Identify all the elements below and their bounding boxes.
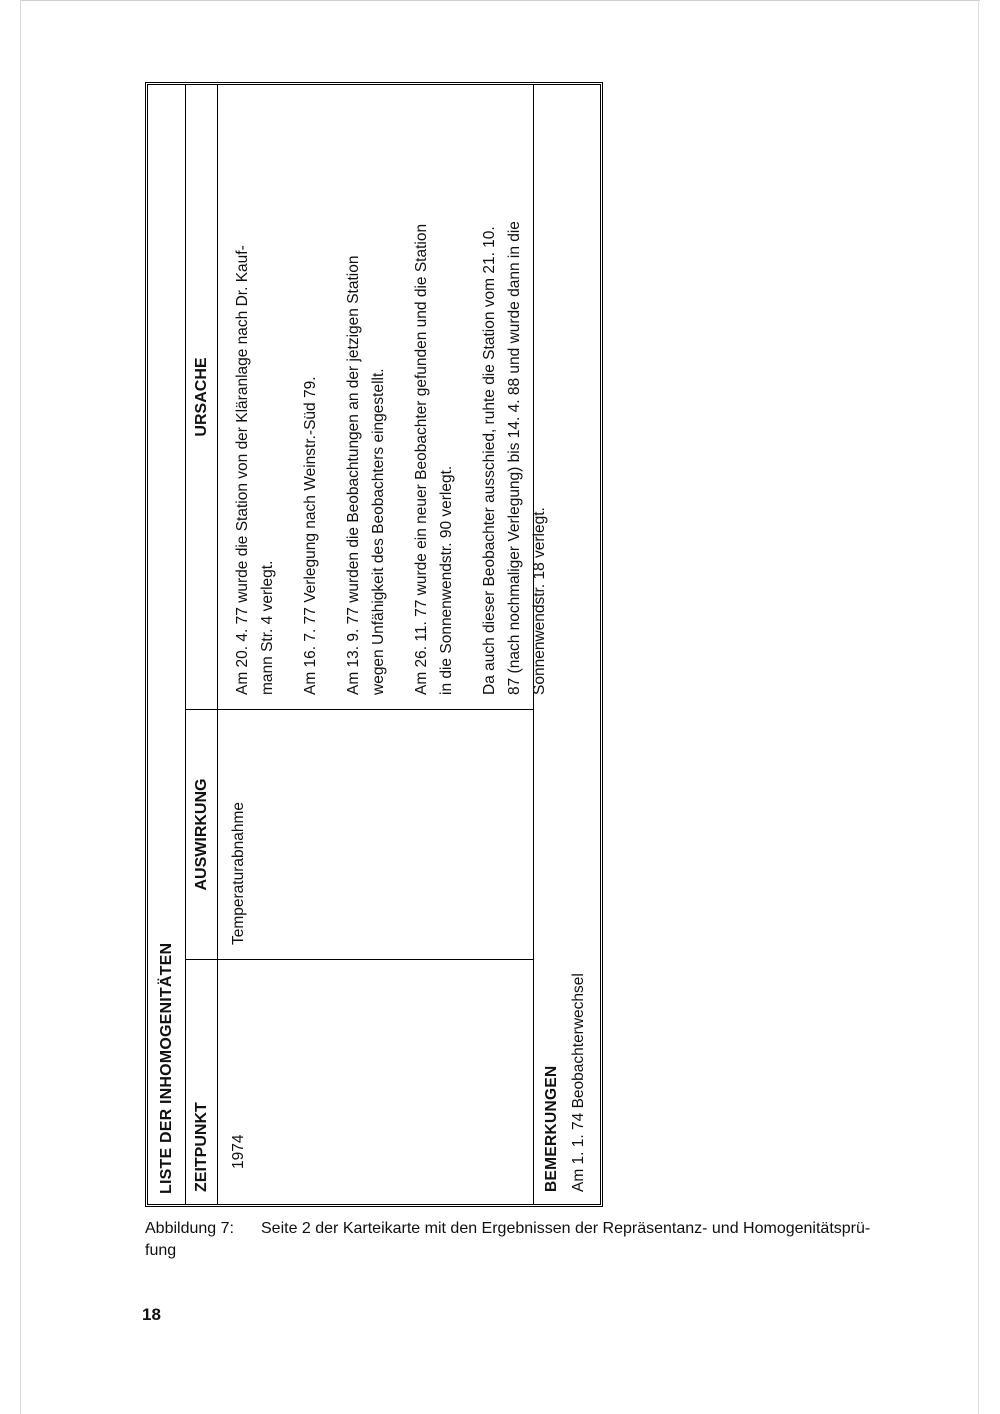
cell-zeitpunkt: 1974 [218,959,533,1204]
cause-5-line-1: Da auch dieser Beobachter ausschied, ruhte die Station vom 21. 10. [481,226,498,695]
remarks-label: BEMERKUNGEN [543,1065,560,1192]
figure-caption [145,1218,935,1262]
caption-text: Seite 2 der Karteikarte mit den Ergebnissen der Repräsentanz- und Homogenitätsprü- [261,1220,871,1237]
cause-3-line-2: wegen Unfähigkeit des Beobachters eingestellt. [370,368,387,695]
caption-continuation: fung [145,1242,177,1259]
cell-auswirkung: Temperaturabnahme [218,709,533,959]
card-title: LISTE DER INHOMOGENITÄTEN [148,85,186,1204]
cause-5-line-3: Sonnenwendstr. 18 verlegt. [531,507,548,695]
scan-edge-top [20,0,980,1]
table-row [218,85,548,1204]
cause-entry-2 [298,95,323,695]
index-card-frame [145,82,603,1207]
cause-4-line-2: in die Sonnenwendstr. 90 verlegt. [438,465,455,695]
index-card-rotated-content [148,85,600,1204]
scan-edge-left [20,0,21,1414]
page-number: 18 [142,1305,161,1324]
cause-3-line-1: Am 13. 9. 77 wurden die Beobachtungen an der jetzigen Station [345,255,362,695]
cause-entry-1 [230,95,280,695]
cause-1-line-2: mann Str. 4 verlegt. [259,560,276,695]
cause-entry-5 [477,95,552,695]
header-auswirkung: AUSWIRKUNG [186,709,217,959]
header-ursache: URSACHE [192,357,210,437]
cause-1-line-1: Am 20. 4. 77 wurde die Station von der Kläranlage nach Dr. Kauf- [234,245,251,695]
cell-ursache [218,85,548,709]
cause-entry-3 [341,95,391,695]
table-header-row [186,85,218,1204]
remarks-text: Am 1. 1. 74 Beobachterwechsel [570,973,587,1192]
cause-2-line-1: Am 16. 7. 77 Verlegung nach Weinstr.-Süd 79. [302,376,319,695]
scan-edge-right [978,0,979,1414]
header-zeitpunkt: ZEITPUNKT [186,959,217,1204]
cause-5-line-2: 87 (nach nochmaliger Verlegung) bis 14. 4. 88 und wurde dann in die [506,221,523,695]
cause-entry-4 [409,95,459,695]
caption-label: Abbildung 7: [145,1220,234,1237]
cause-4-line-1: Am 26. 11. 77 wurde ein neuer Beobachter gefunden und die Station [413,223,430,695]
